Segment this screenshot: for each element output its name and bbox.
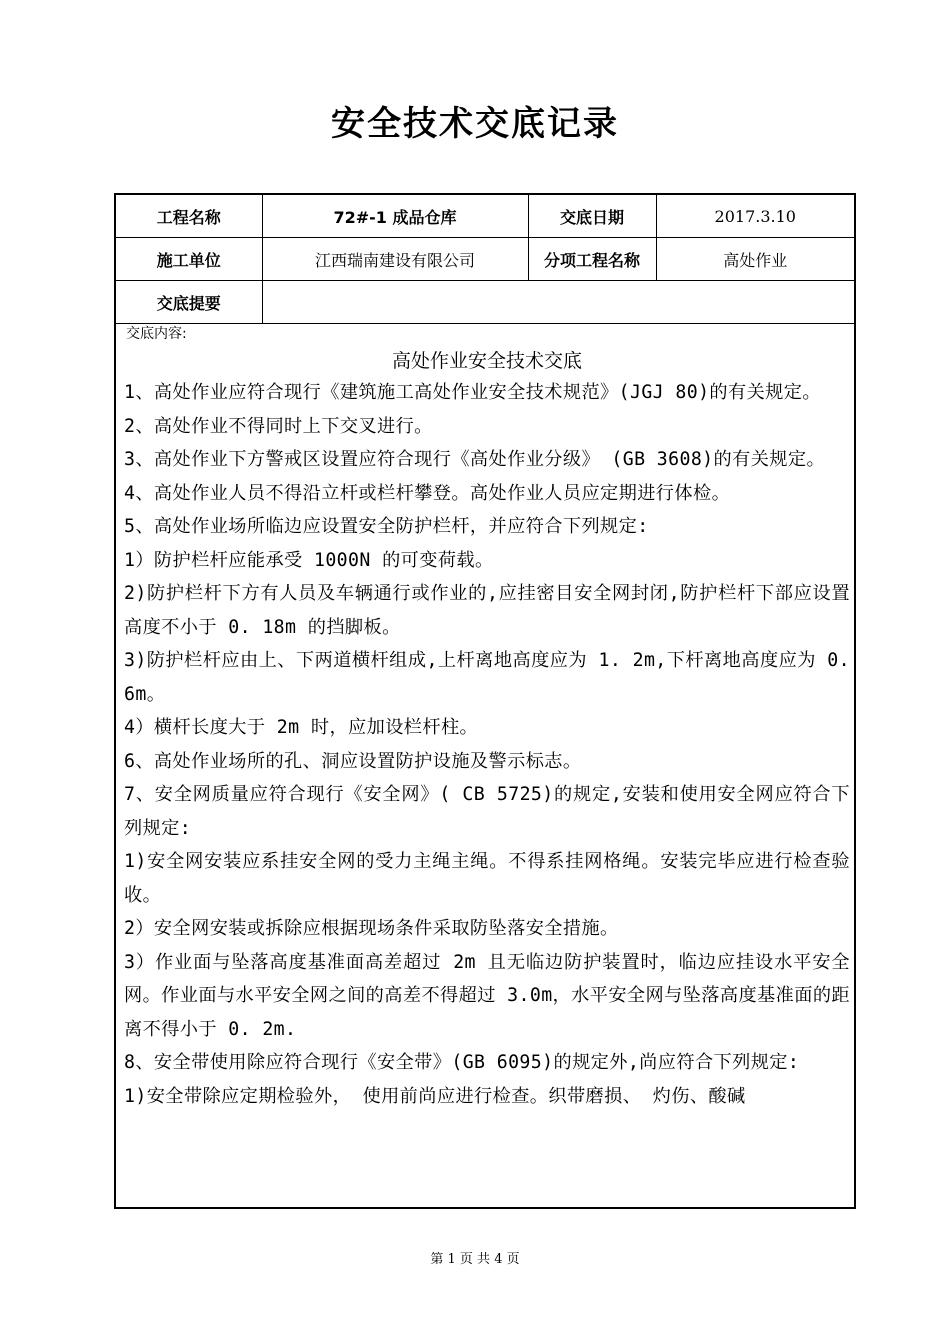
page-footer: 第 1 页 共 4 页	[430, 1252, 520, 1267]
content-paragraph: 1)安全网安装应系挂安全网的受力主绳主绳。不得系挂网格绳。安装完毕应进行检查验收。	[124, 851, 850, 906]
company-value: 江西瑞南建设有限公司	[262, 238, 528, 281]
content-paragraph: 1)安全带除应定期检验外， 使用前尚应进行检查。织带磨损、 灼伤、酸碱	[124, 1085, 746, 1107]
subitem-label: 分项工程名称	[528, 238, 656, 281]
content-paragraph: 1）防护栏杆应能承受 1000N 的可变荷载。	[124, 549, 494, 571]
content-paragraph: 7、安全网质量应符合现行《安全网》( CB 5725)的规定,安装和使用安全网应符合下列规定:	[124, 784, 850, 839]
content-subtitle: 高处作业安全技术交底	[391, 350, 582, 372]
summary-value	[262, 281, 854, 324]
header-table	[116, 195, 854, 324]
content-paragraph: 3）作业面与坠落高度基准面高差超过 2m 且无临边防护装置时，临边应挂设水平安全网。作业面与水平安全网之间的高差不得超过 3.0m，水平安全网与坠落高度基准面的距离不得小于 0. 2m.	[124, 951, 850, 1040]
content-paragraph: 2）安全网安装或拆除应根据现场条件采取防坠落安全措施。	[124, 918, 619, 939]
header-row-project	[116, 195, 854, 238]
content-paragraph: 2)防护栏杆下方有人员及车辆通行或作业的,应挂密目安全网封闭,防护栏杆下部应设置高度不小于 0. 18m 的挡脚板。	[124, 583, 850, 638]
project-name-label: 工程名称	[116, 195, 262, 238]
company-label: 施工单位	[116, 238, 262, 281]
date-value: 2017.3.10	[656, 195, 854, 238]
date-label: 交底日期	[528, 195, 656, 238]
content-section	[124, 325, 850, 1113]
document-title: 安全技术交底记录	[331, 104, 619, 144]
content-paragraph: 8、安全带使用除应符合现行《安全带》(GB 6095)的规定外,尚应符合下列规定:	[124, 1052, 800, 1073]
content-paragraph: 1、高处作业应符合现行《建筑施工高处作业安全技术规范》(JGJ 80)的有关规定。	[124, 382, 821, 403]
summary-label: 交底提要	[116, 281, 262, 324]
header-row-summary	[116, 281, 854, 324]
header-row-company	[116, 238, 854, 281]
content-paragraph: 5、高处作业场所临边应设置安全防护栏杆，并应符合下列规定:	[124, 516, 649, 537]
content-paragraph: 4）横杆长度大于 2m 时，应加设栏杆柱。	[124, 717, 479, 738]
content-paragraph: 2、高处作业不得同时上下交叉进行。	[124, 415, 433, 437]
subitem-value: 高处作业	[656, 238, 854, 281]
project-name-value: 72#-1 成品仓库	[262, 195, 528, 238]
content-paragraph: 3)防护栏杆应由上、下两道横杆组成,上杆离地高度应为 1. 2m,下杆离地高度应为 0. 6m。	[124, 650, 850, 705]
content-paragraph: 4、高处作业人员不得沿立杆或栏杆攀登。高处作业人员应定期进行体检。	[124, 482, 731, 504]
content-paragraph: 6、高处作业场所的孔、洞应设置防护设施及警示标志。	[124, 750, 582, 772]
record-form	[114, 193, 856, 1209]
content-paragraph: 3、高处作业下方警戒区设置应符合现行《高处作业分级》 (GB 3608)的有关规定。	[124, 449, 826, 470]
content-intro-label: 交底内容:	[126, 326, 187, 342]
